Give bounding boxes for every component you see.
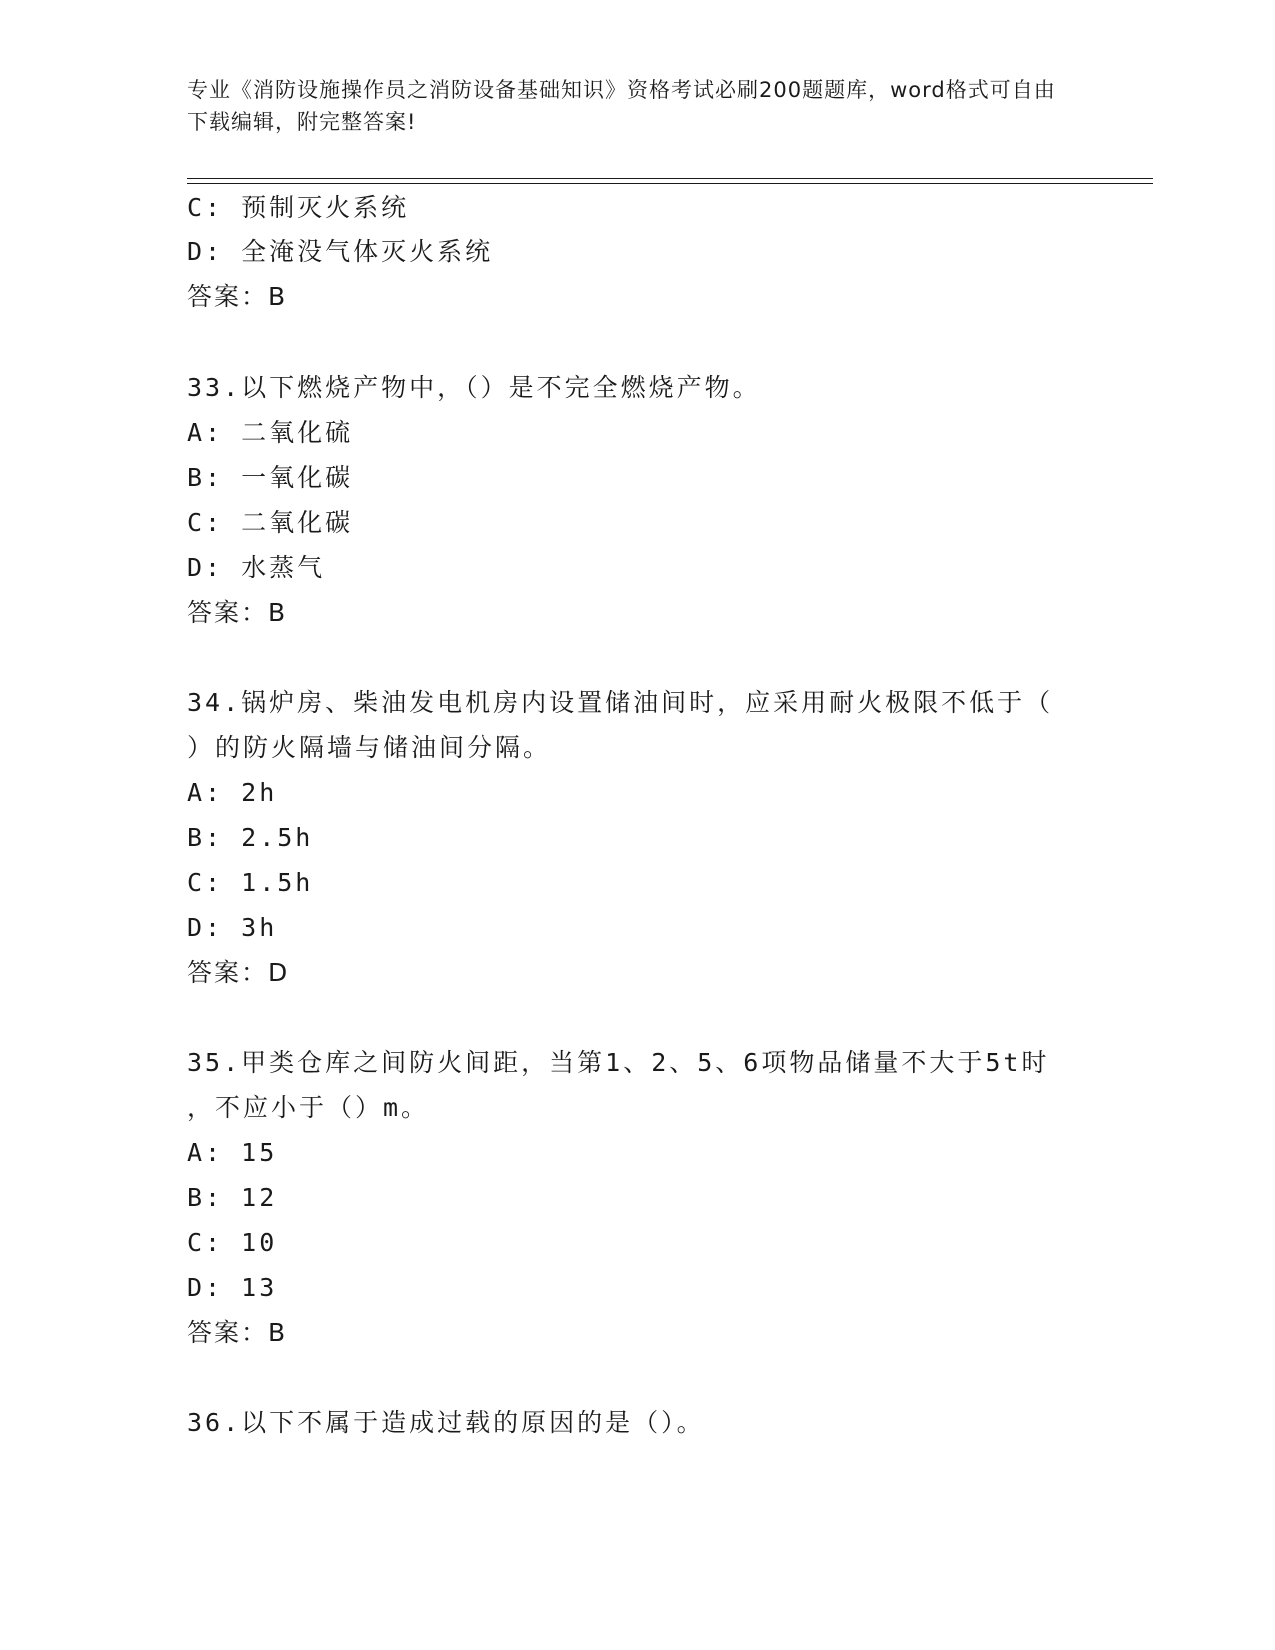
q33-stem: 33.以下燃烧产物中，（）是不完全燃烧产物。 xyxy=(187,373,761,402)
q36-stem: 36.以下不属于造成过载的原因的是（）。 xyxy=(187,1408,705,1437)
q33-option-c: C: 二氧化碳 xyxy=(187,508,354,537)
document-header: 专业《消防设施操作员之消防设备基础知识》资格考试必刷200题题库，word格式可自由下载编辑，附完整答案! xyxy=(187,78,1056,134)
q34-stem-line1: 34.锅炉房、柴油发电机房内设置储油间时，应采用耐火极限不低于（ xyxy=(187,688,1054,717)
q35-option-d: D: 13 xyxy=(187,1273,278,1302)
q34-stem-line2: ）的防火隔墙与储油间分隔。 xyxy=(187,733,552,762)
q32-option-c: C: 预制灭火系统 xyxy=(187,193,410,222)
q35-answer: 答案：B xyxy=(187,1318,288,1347)
q34-option-b: B: 2.5h xyxy=(187,823,314,852)
q33-option-d: D: 水蒸气 xyxy=(187,553,326,582)
q34-option-a: A: 2h xyxy=(187,778,278,807)
header-rule-bottom xyxy=(187,183,1153,184)
q34-answer: 答案：D xyxy=(187,958,290,987)
q32-option-d: D: 全淹没气体灭火系统 xyxy=(187,237,494,266)
q35-option-c: C: 10 xyxy=(187,1228,278,1257)
q33-option-b: B: 一氧化碳 xyxy=(187,463,354,492)
q35-option-a: A: 15 xyxy=(187,1138,278,1167)
header-rule-top xyxy=(187,178,1153,179)
q35-stem-line1: 35.甲类仓库之间防火间距，当第1、2、5、6项物品储量不大于5t时 xyxy=(187,1048,1050,1077)
q35-stem-line2: ，不应小于（）m。 xyxy=(187,1093,430,1122)
q35-option-b: B: 12 xyxy=(187,1183,278,1212)
q33-option-a: A: 二氧化硫 xyxy=(187,418,354,447)
q33-answer: 答案：B xyxy=(187,598,288,627)
q32-answer: 答案：B xyxy=(187,282,288,311)
q34-option-d: D: 3h xyxy=(187,913,278,942)
q34-option-c: C: 1.5h xyxy=(187,868,314,897)
